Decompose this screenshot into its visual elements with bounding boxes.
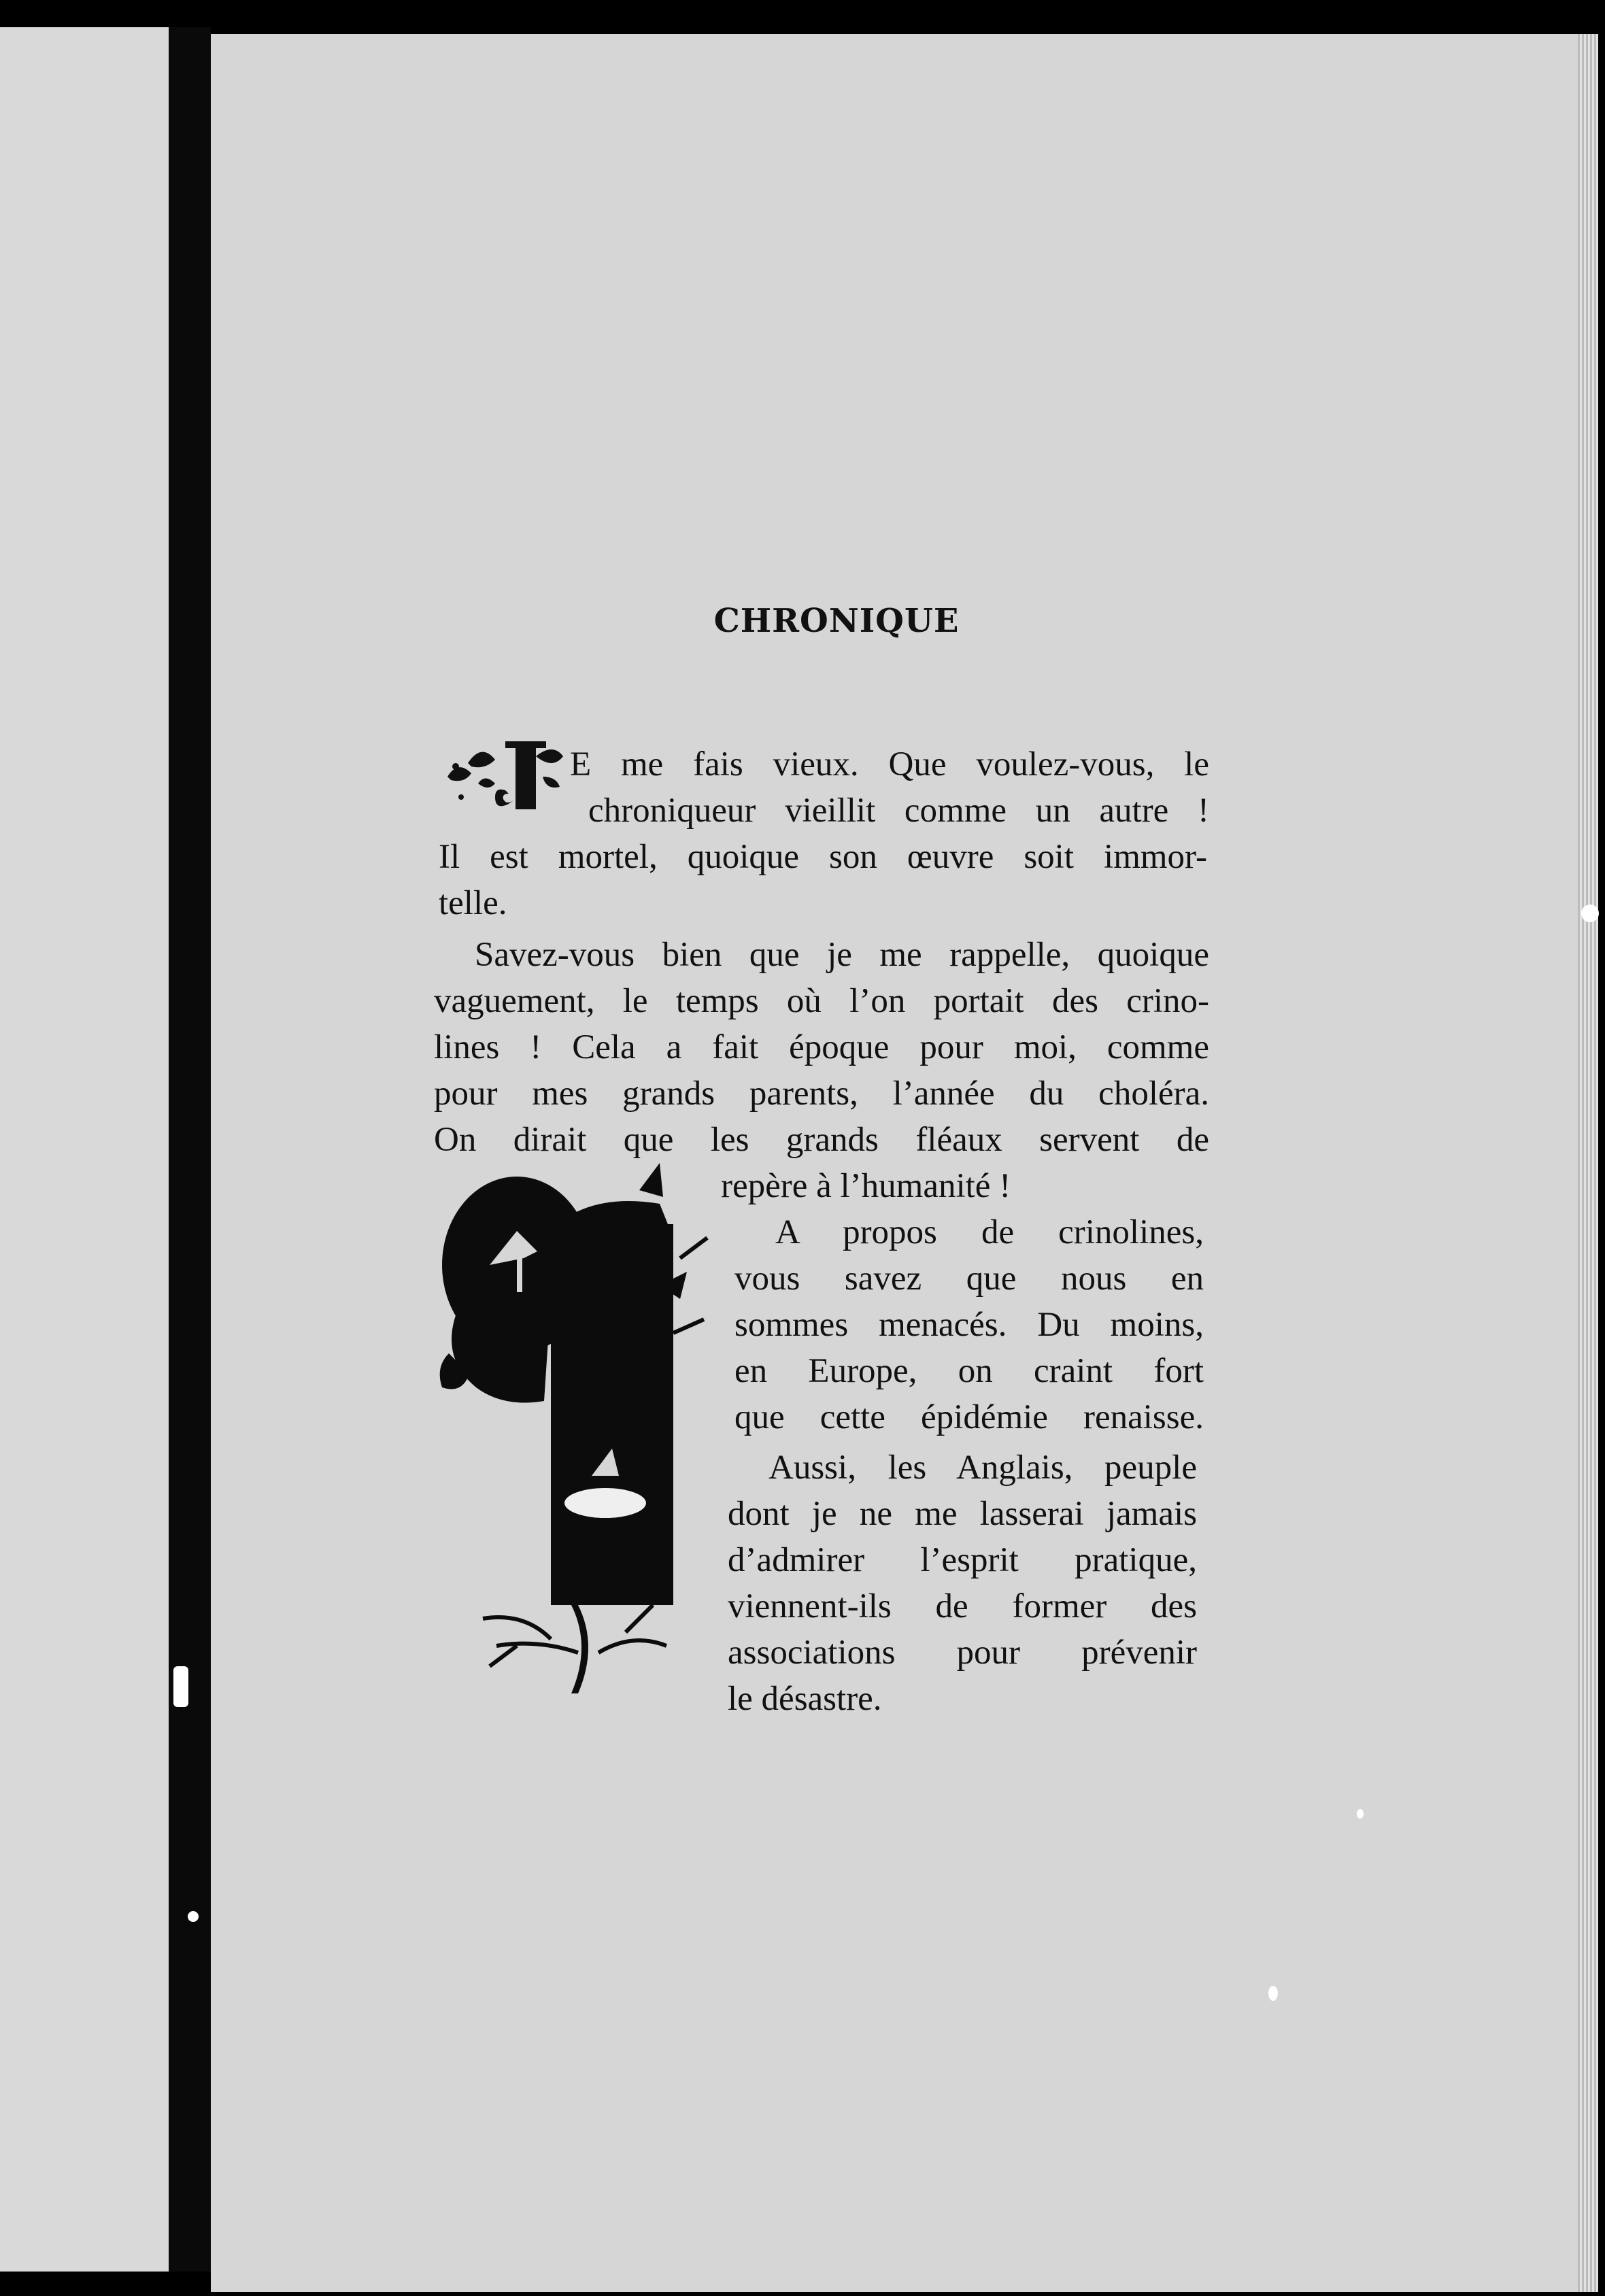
text-line: chroniqueur vieillit comme un autre ! bbox=[588, 792, 1209, 830]
paragraph-1 bbox=[570, 741, 1209, 834]
text-line: E me fais vieux. Que voulez-vous, le bbox=[570, 745, 1209, 783]
text-line: telle. bbox=[439, 884, 507, 922]
paragraph-1-continued bbox=[439, 834, 1207, 926]
text-line: repère à l’humanité ! bbox=[721, 1167, 1011, 1205]
page-title: CHRONIQUE bbox=[713, 602, 960, 640]
text-line: en Europe, on craint fort bbox=[734, 1352, 1204, 1390]
paragraph-2-continued bbox=[721, 1163, 1197, 1209]
text-line: associations pour prévenir bbox=[728, 1634, 1197, 1672]
text-line: Savez-vous bien que je me rappelle, quoique bbox=[475, 936, 1209, 974]
paragraph-3 bbox=[734, 1209, 1204, 1440]
scan-speck bbox=[188, 1911, 199, 1922]
text-line: vaguement, le temps où l’on portait des crino- bbox=[434, 982, 1209, 1020]
paragraph-2 bbox=[434, 932, 1209, 1163]
page-edge-stack bbox=[1578, 34, 1598, 2292]
text-line: A propos de crinolines, bbox=[775, 1213, 1204, 1251]
text-line: Aussi, les Anglais, peuple bbox=[768, 1449, 1197, 1487]
text-line: dont je ne me lasserai jamais bbox=[728, 1495, 1197, 1533]
text-line: le désastre. bbox=[728, 1680, 882, 1718]
text-line: On dirait que les grands fléaux servent de bbox=[434, 1121, 1209, 1159]
text-line: d’admirer l’esprit pratique, bbox=[728, 1541, 1197, 1579]
scan-speck bbox=[1581, 905, 1599, 922]
text-line: vous savez que nous en bbox=[734, 1260, 1204, 1298]
scan-speck bbox=[1357, 1809, 1364, 1819]
text-line: que cette épidémie renaisse. bbox=[734, 1398, 1204, 1436]
text-line: pour mes grands parents, l’année du choléra. bbox=[434, 1075, 1209, 1113]
scan-speck bbox=[173, 1666, 188, 1707]
text-line: sommes menacés. Du moins, bbox=[734, 1306, 1204, 1344]
text-line: lines ! Cela a fait époque pour moi, comme bbox=[434, 1028, 1209, 1066]
text-line: Il est mortel, quoique son œuvre soit immor- bbox=[439, 838, 1207, 876]
ornamental-letter-A-icon bbox=[435, 1163, 721, 1693]
left-page-edge bbox=[0, 27, 169, 2272]
ornamental-letter-J-icon bbox=[441, 736, 577, 824]
text-line: viennent-ils de former des bbox=[728, 1587, 1197, 1625]
scan-speck bbox=[1268, 1986, 1278, 2001]
book-gutter bbox=[169, 27, 211, 2272]
paragraph-4 bbox=[728, 1445, 1197, 1722]
